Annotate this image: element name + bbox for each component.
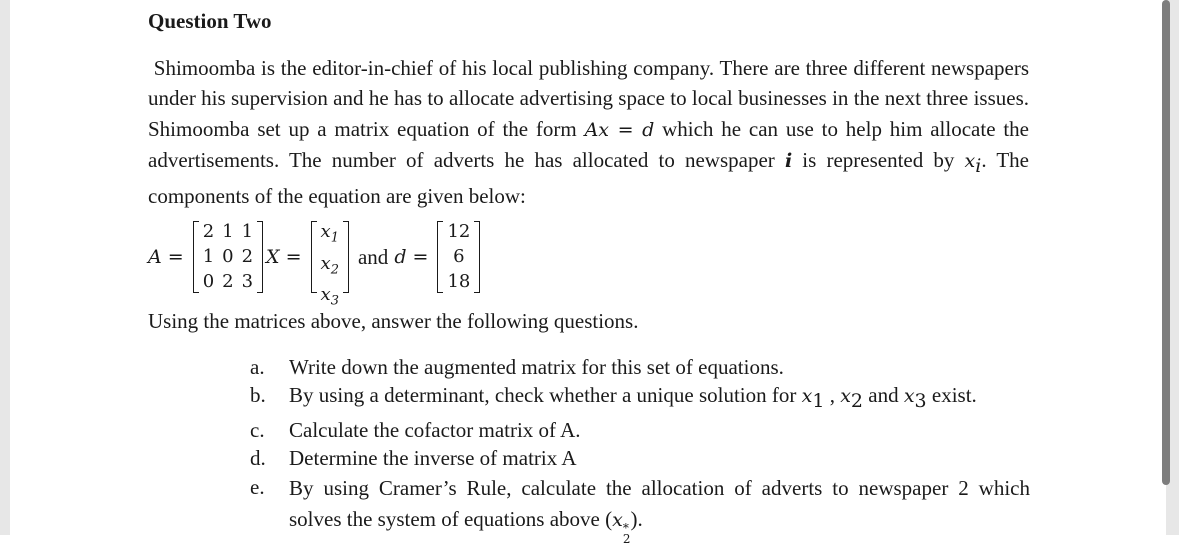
paragraph-text-1: Shimoomba is the editor-in-chief of his local publishing company. There are three different newspapers under his supervision and he has to allocate advertising space to local businesses in the next three issues. Shimoomba set up a matrix equation of the form	[148, 56, 1030, 141]
vertical-scrollbar[interactable]	[1162, 0, 1170, 485]
equation-form: Ax = d	[584, 118, 655, 141]
list-item	[250, 444, 1030, 472]
paragraph-text-3: is represented by	[792, 147, 965, 172]
paragraph-text-4: . The components of the equation are given below:	[148, 147, 1029, 209]
list-item	[250, 381, 1030, 416]
vector-d	[437, 219, 480, 295]
vector-x	[311, 219, 349, 309]
and-text: and	[357, 244, 389, 269]
item-text: Calculate the cofactor matrix of A.	[289, 418, 581, 442]
question-paragraph	[148, 53, 1029, 212]
item-label: a.	[250, 355, 265, 379]
page-gutter-left	[0, 0, 10, 535]
matrix-a-cell: 1	[202, 246, 215, 267]
variable-x-subscript: i	[975, 155, 982, 178]
item-label: d.	[250, 446, 266, 471]
vector-x-label: X =	[266, 246, 302, 268]
item-label: b.	[250, 383, 266, 408]
questions-intro: Using the matrices above, answer the following questions.	[148, 309, 639, 333]
vector-d-cell: 18	[447, 271, 471, 292]
item-text: By using Cramer’s Rule, calculate the allocation of adverts to newspaper 2 which solves the system of equations above (x * 2 ).	[289, 475, 1030, 546]
vector-x-cell: $x_1$	[320, 221, 339, 246]
vector-d-label: d =	[394, 246, 429, 268]
item-text: By using a determinant, check whether a unique solution for $x_1$ , $x_2$ and $x_3$ exist.	[289, 383, 977, 413]
item-text: Write down the augmented matrix for this set of equations.	[289, 355, 784, 379]
paragraph-text-2: which he can use to help him allocate the advertisements. The number of adverts he has allocated to newspaper	[148, 116, 1029, 172]
matrix-a-cell: 2	[241, 246, 254, 267]
vector-d-cell: 6	[453, 246, 465, 267]
matrix-a-cell: 2	[202, 221, 215, 242]
question-heading: Question Two	[148, 9, 272, 33]
matrix-a-cell: 0	[222, 246, 234, 267]
question-list	[250, 353, 1030, 545]
matrix-a	[193, 219, 263, 295]
matrix-a-cell: 1	[222, 221, 234, 242]
matrix-a-cell: 2	[222, 271, 234, 292]
item-label: c.	[250, 418, 265, 442]
list-item	[250, 416, 1030, 444]
variable-i: i	[784, 149, 793, 172]
item-text: Determine the inverse of matrix A	[289, 446, 577, 471]
matrix-a-cell: 0	[202, 271, 215, 292]
item-label: e.	[250, 474, 265, 499]
matrix-a-label: A =	[148, 246, 184, 268]
matrix-a-cell: 3	[241, 271, 254, 292]
vector-d-cell: 12	[447, 221, 471, 242]
matrix-equation	[148, 218, 483, 309]
variable-x: x	[964, 149, 976, 172]
list-item	[250, 473, 1030, 545]
matrix-a-cell: 1	[241, 221, 254, 242]
vector-x-cell: $x_2$	[320, 252, 339, 278]
list-item	[250, 353, 1030, 381]
vector-x-cell: $x_3$	[320, 284, 339, 309]
